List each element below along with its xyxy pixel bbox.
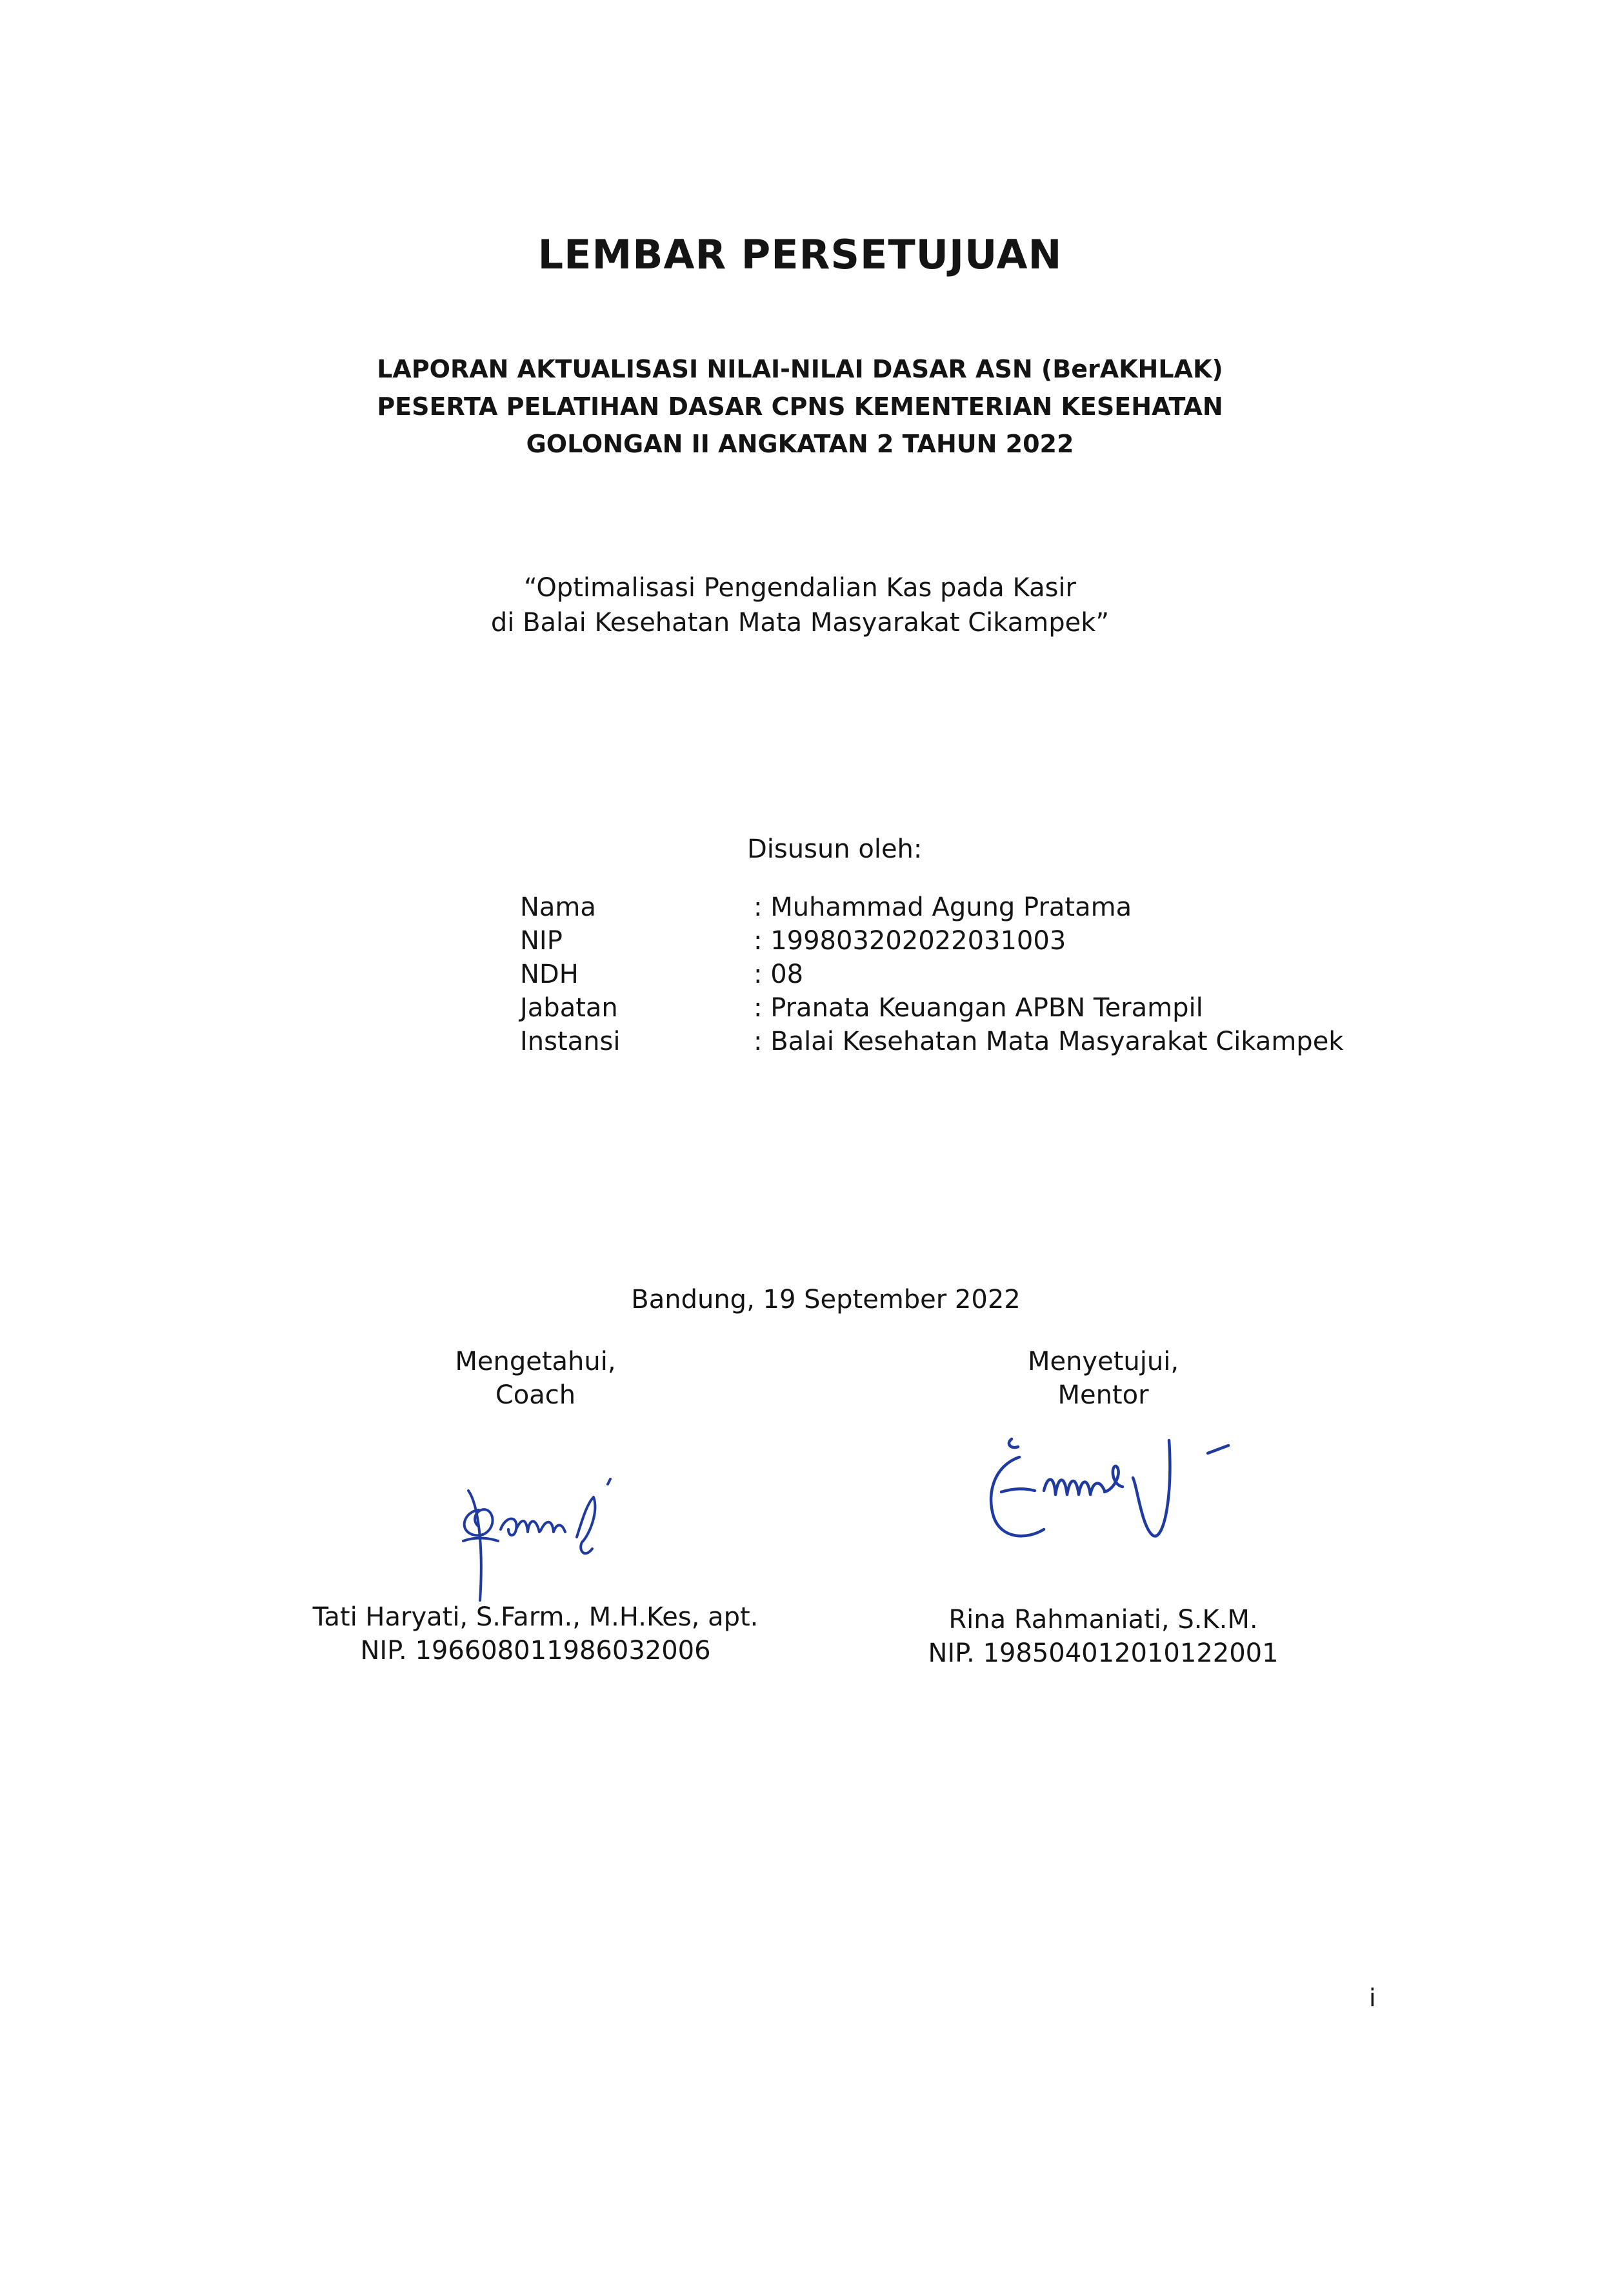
author-value: : Muhammad Agung Pratama — [754, 892, 1132, 922]
author-row-nip — [0, 924, 1600, 958]
coach-acknowledge-label: Mengetahui, — [455, 1347, 616, 1376]
author-row-position — [0, 991, 1600, 1025]
report-topic — [0, 570, 1600, 640]
mentor-signature — [968, 1420, 1252, 1575]
author-label: Jabatan — [520, 993, 618, 1023]
mentor-role-label: Mentor — [1057, 1380, 1149, 1410]
author-label: Instansi — [520, 1027, 621, 1056]
place-date: Bandung, 19 September 2022 — [631, 1285, 1021, 1314]
mentor-approve-label: Menyetujui, — [1027, 1347, 1179, 1376]
page-number: i — [1369, 1984, 1376, 2012]
author-label: NDH — [520, 960, 579, 989]
author-value: : 199803202022031003 — [754, 926, 1066, 956]
coach-signature — [439, 1465, 645, 1613]
author-value: : Pranata Keuangan APBN Terampil — [754, 993, 1203, 1023]
author-label: Nama — [520, 892, 596, 922]
report-subtitle-line-3: GOLONGAN II ANGKATAN 2 TAHUN 2022 — [526, 430, 1074, 458]
report-topic-line-2: di Balai Kesehatan Mata Masyarakat Cikampek” — [490, 608, 1110, 638]
coach-nip: NIP. 196608011986032006 — [360, 1636, 711, 1666]
author-row-name — [0, 891, 1600, 924]
coach-name: Tati Haryati, S.Farm., M.H.Kes, apt. — [312, 1602, 759, 1632]
author-value: : Balai Kesehatan Mata Masyarakat Cikampek — [754, 1027, 1344, 1056]
author-row-ndh — [0, 958, 1600, 991]
author-intro: Disusun oleh: — [747, 834, 923, 864]
report-topic-line-1: “Optimalisasi Pengendalian Kas pada Kasir — [524, 573, 1076, 603]
mentor-nip: NIP. 198504012010122001 — [928, 1638, 1279, 1668]
page-title: LEMBAR PERSETUJUAN — [537, 231, 1063, 278]
coach-role-label: Coach — [495, 1380, 576, 1410]
mentor-name: Rina Rahmaniati, S.K.M. — [948, 1605, 1258, 1635]
report-subtitle-line-1: LAPORAN AKTUALISASI NILAI-NILAI DASAR ASN (BerAKHLAK) — [377, 355, 1223, 383]
author-value: : 08 — [754, 960, 804, 989]
author-label: NIP — [520, 926, 563, 956]
report-subtitle-line-2: PESERTA PELATIHAN DASAR CPNS KEMENTERIAN KESEHATAN — [377, 392, 1223, 421]
author-row-institution — [0, 1025, 1600, 1058]
